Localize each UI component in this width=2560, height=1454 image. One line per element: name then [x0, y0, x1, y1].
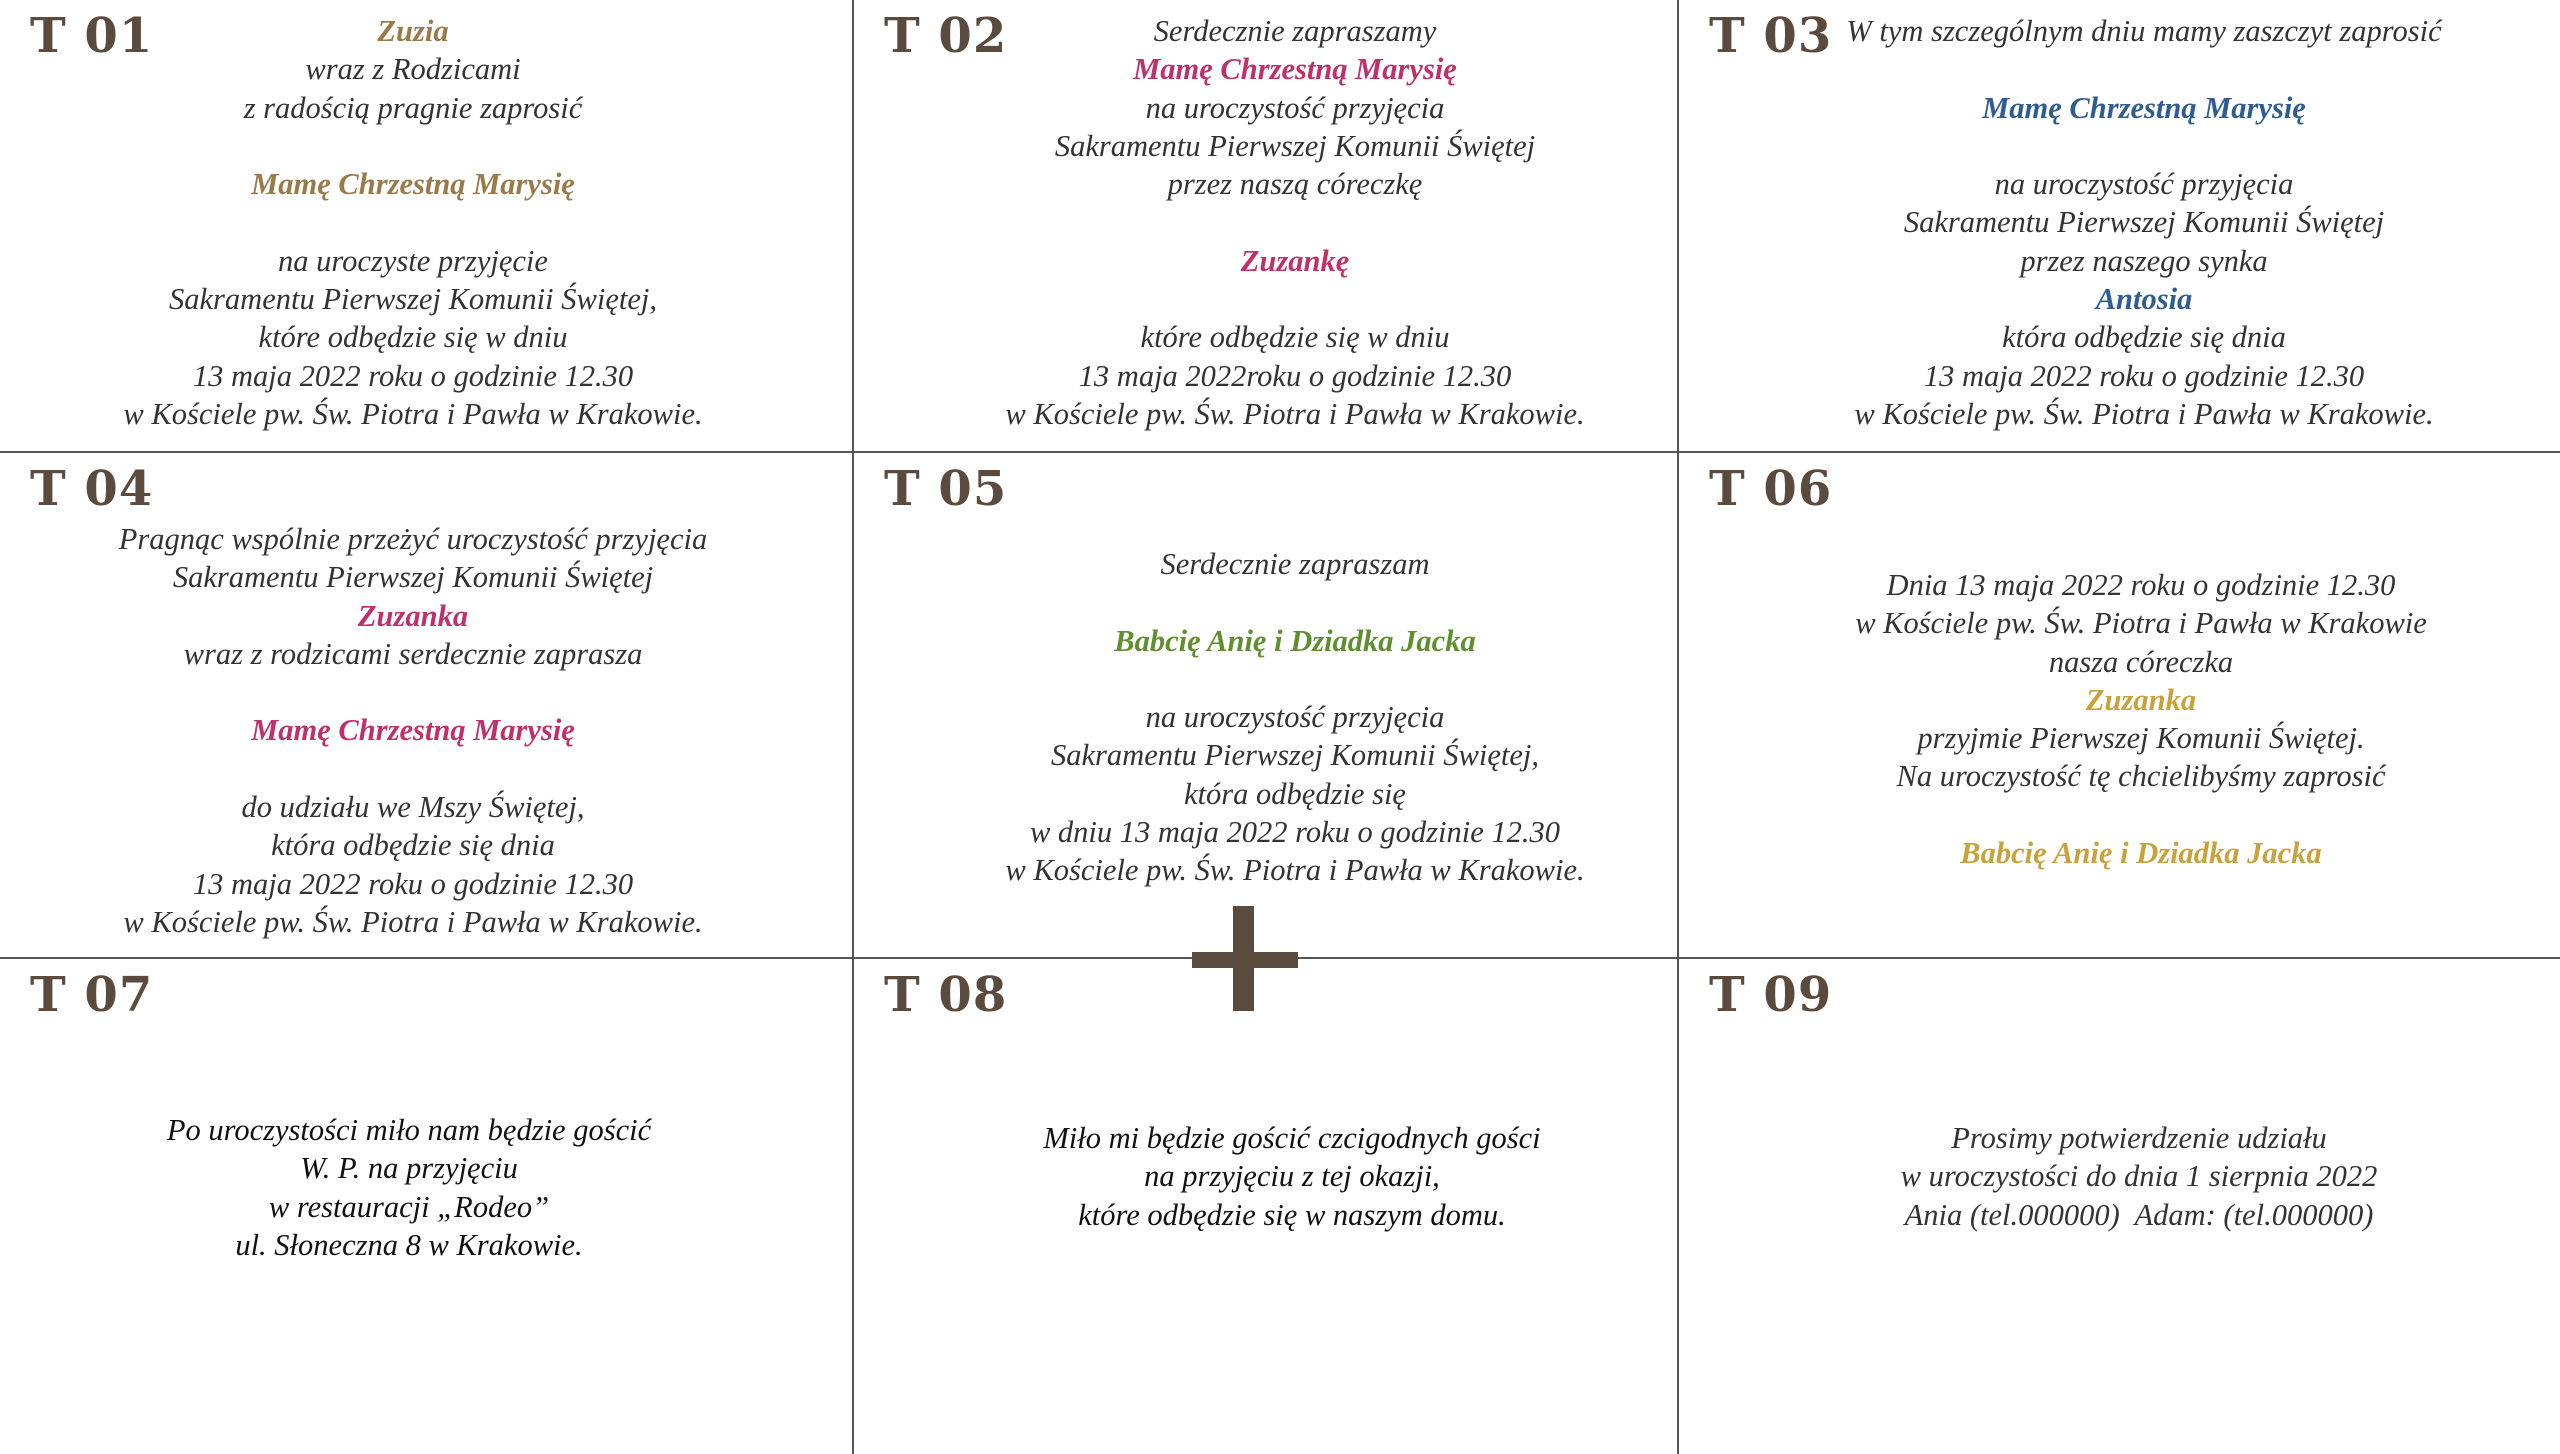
invitation-text [854, 1119, 1677, 1234]
text-line: która odbędzie się dnia [271, 828, 555, 863]
invitation-text [854, 12, 1677, 433]
text-line: przyjmie Pierwszej Komunii Świętej. [1917, 721, 2365, 756]
text-line: które odbędzie się w dniu [1140, 320, 1450, 355]
text-line: Sakramentu Pierwszej Komunii Świętej, [169, 282, 657, 317]
template-label: T 05 [884, 461, 1008, 517]
text-line: ul. Słoneczna 8 w Krakowie. [235, 1227, 583, 1262]
text-line: w dniu 13 maja 2022 roku o godzinie 12.30 [1029, 815, 1561, 850]
cross-icon [1192, 906, 1298, 1011]
text-line: w Kościele pw. Św. Piotra i Pawła w Krakowie [1855, 606, 2427, 641]
text-line: która odbędzie się [1184, 776, 1406, 811]
text-line: które odbędzie się w dniu [258, 320, 568, 355]
text-line: do udziału we Mszy Świętej, [241, 790, 585, 825]
text-line: które odbędzie się w naszym domu. [1078, 1197, 1506, 1232]
text-line: w restauracji „Rodeo” [268, 1189, 550, 1224]
text-line: Sakramentu Pierwszej Komunii Świętej [1903, 205, 2385, 240]
text-line: z radością pragnie zaprosić [243, 90, 583, 125]
text-line: Zuzia [377, 14, 449, 48]
text-line: na przyjęciu z tej okazji, [1144, 1159, 1440, 1194]
invitation-text [854, 545, 1677, 890]
text-line: w uroczystości do dnia 1 sierpnia 2022 [1900, 1159, 2378, 1194]
text-line [854, 280, 1677, 318]
template-label: T 07 [30, 967, 154, 1023]
invitation-text [1679, 566, 2560, 872]
text-line: na uroczystość przyjęcia [1145, 700, 1445, 735]
template-label: T 04 [30, 461, 154, 517]
text-line: Pragnąc wspólnie przeżyć uroczystość przyjęcia [118, 522, 708, 556]
text-line: 13 maja 2022 roku o godzinie 12.30 [1923, 358, 2365, 393]
text-line: Antosia [2095, 282, 2193, 317]
template-cell-t01[interactable] [0, 0, 852, 451]
text-line: w Kościele pw. Św. Piotra i Pawła w Krakowie. [1005, 396, 1585, 431]
text-line: przez naszą córeczkę [1167, 167, 1423, 202]
text-line: Miło mi będzie gościć czcigodnych gości [1043, 1121, 1541, 1155]
invitation-text [1679, 12, 2560, 433]
text-line [0, 203, 826, 241]
text-line [1679, 127, 2560, 165]
text-line [854, 583, 1677, 621]
text-line: Babcię Anię i Dziadka Jacka [1114, 623, 1476, 658]
text-line: Dnia 13 maja 2022 roku o godzinie 12.30 [1886, 568, 2396, 602]
text-line: Zuzankę [1240, 243, 1350, 278]
text-line: Zuzanka [2085, 682, 2197, 717]
text-line: 13 maja 2022 roku o godzinie 12.30 [192, 866, 634, 901]
text-line: Mamę Chrzestną Marysię [251, 713, 575, 748]
text-line: Po uroczystości miło nam będzie gościć [166, 1113, 652, 1147]
text-line: Mamę Chrzestną Marysię [1133, 52, 1457, 87]
text-line: w Kościele pw. Św. Piotra i Pawła w Krakowie. [1005, 853, 1585, 888]
text-line: w Kościele pw. Św. Piotra i Pawła w Krakowie. [123, 904, 703, 939]
text-line: na uroczyste przyjęcie [278, 243, 548, 278]
text-line [0, 750, 826, 788]
text-line: na uroczystość przyjęcia [1145, 90, 1445, 125]
text-line: Babcię Anię i Dziadka Jacka [1960, 836, 2322, 871]
template-cell-t08[interactable] [854, 959, 1677, 1454]
text-line: W tym szczególnym dniu mamy zaszczyt zaprosić [1846, 14, 2442, 48]
template-cell-t06[interactable] [1679, 453, 2560, 957]
text-line: Mamę Chrzestną Marysię [1982, 90, 2306, 125]
invitation-text [0, 1111, 818, 1264]
template-cell-t09[interactable] [1679, 959, 2560, 1454]
text-line: 13 maja 2022 roku o godzinie 12.30 [192, 358, 634, 393]
invitation-text [0, 12, 826, 433]
template-label: T 03 [1709, 8, 1833, 64]
text-line: wraz z Rodzicami [305, 52, 521, 87]
template-cell-t04[interactable] [0, 453, 852, 957]
text-line: Mamę Chrzestną Marysię [251, 167, 575, 202]
template-cell-t03[interactable] [1679, 0, 2560, 451]
invitation-text [1679, 1119, 2560, 1234]
text-line: w Kościele pw. Św. Piotra i Pawła w Krakowie. [123, 396, 703, 431]
text-line: Serdecznie zapraszamy [1153, 14, 1437, 48]
text-line [854, 203, 1677, 241]
text-line: przez naszego synka [2020, 243, 2268, 278]
text-line: Sakramentu Pierwszej Komunii Świętej [172, 560, 654, 595]
text-line: Prosimy potwierdzenie udziału [1951, 1121, 2327, 1155]
text-line [1679, 796, 2560, 834]
text-line: W. P. na przyjęciu [300, 1151, 518, 1186]
text-line [0, 127, 826, 165]
text-line: Serdecznie zapraszam [1160, 547, 1430, 581]
cross-horizontal-bar [1192, 952, 1298, 968]
text-line [0, 673, 826, 711]
template-label: T 06 [1709, 461, 1833, 517]
template-cell-t07[interactable] [0, 959, 852, 1454]
text-line: 13 maja 2022roku o godzinie 12.30 [1078, 358, 1512, 393]
template-cell-t02[interactable] [854, 0, 1677, 451]
template-label: T 08 [884, 967, 1008, 1023]
template-label: T 02 [884, 8, 1008, 64]
text-line: na uroczystość przyjęcia [1994, 167, 2294, 202]
text-line: Na uroczystość tę chcielibyśmy zaprosić [1896, 759, 2386, 794]
text-line: Ania (tel.000000) Adam: (tel.000000) [1904, 1197, 2374, 1232]
template-label: T 09 [1709, 967, 1833, 1023]
text-line: Sakramentu Pierwszej Komunii Świętej, [1051, 738, 1539, 773]
text-line [854, 660, 1677, 698]
template-label: T 01 [30, 8, 154, 64]
text-line: nasza córeczka [2048, 644, 2234, 679]
template-cell-t05[interactable] [854, 453, 1677, 957]
text-line: Sakramentu Pierwszej Komunii Świętej [1054, 128, 1536, 163]
text-line: Zuzanka [357, 598, 469, 633]
invitation-text [0, 520, 826, 941]
text-line: która odbędzie się dnia [2002, 320, 2286, 355]
text-line: w Kościele pw. Św. Piotra i Pawła w Krakowie. [1854, 396, 2434, 431]
text-line: wraz z rodzicami serdecznie zaprasza [183, 636, 643, 671]
text-line [1679, 50, 2560, 88]
